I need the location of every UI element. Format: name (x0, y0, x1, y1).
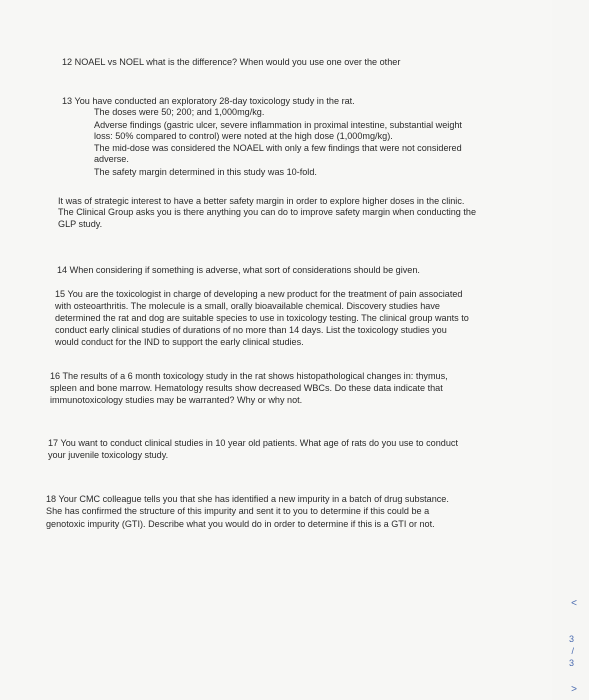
prev-page-button[interactable]: < (571, 598, 577, 609)
question-13-line-4: loss: 50% compared to control) were noted at the high dose (1,000mg/kg). (94, 131, 393, 141)
question-16-line-3: immunotoxicology studies may be warranted? Why or why not. (50, 395, 303, 405)
question-17-line-1: 17 You want to conduct clinical studies in 10 year old patients. What age of rats do you use to conduct (48, 438, 458, 448)
next-page-button[interactable]: > (571, 684, 577, 695)
question-13-line-3: Adverse findings (gastric ulcer, severe inflammation in proximal intestine, substantial weight (94, 120, 462, 130)
question-14: 14 When considering if something is adverse, what sort of considerations should be given. (57, 265, 420, 275)
question-15-line-1: 15 You are the toxicologist in charge of developing a new product for the treatment of pain associated (55, 289, 463, 299)
total-page-number: 3 (568, 658, 574, 668)
question-15-line-5: would conduct for the IND to support the early clinical studies. (55, 337, 304, 347)
question-16-line-1: 16 The results of a 6 month toxicology study in the rat shows histopathological changes in: thymus, (50, 371, 448, 381)
question-13-line-7: The safety margin determined in this study was 10-fold. (94, 167, 317, 177)
question-18-line-1: 18 Your CMC colleague tells you that she has identified a new impurity in a batch of drug substance. (46, 494, 449, 504)
question-17-line-2: your juvenile toxicology study. (48, 450, 169, 460)
question-16-line-2: spleen and bone marrow. Hematology results show decreased WBCs. Do these data indicate that (50, 383, 443, 393)
question-13-line-2: The doses were 50; 200; and 1,000mg/kg. (94, 107, 265, 117)
question-13-line-1: 13 You have conducted an exploratory 28-day toxicology study in the rat. (62, 96, 355, 106)
strategy-line-2: The Clinical Group asks you is there anything you can do to improve safety margin when conducting the (58, 207, 477, 217)
question-13-line-6: adverse. (94, 154, 129, 164)
question-15-line-2: with osteoarthritis. The molecule is a small, orally bioavailable chemical. Discovery studies have (55, 301, 440, 311)
question-13-line-5: The mid-dose was considered the NOAEL with only a few findings that were not considered (94, 143, 462, 153)
current-page-number: 3 (568, 634, 574, 644)
question-15-line-3: determined the rat and dog are suitable species to use in toxicology testing. The clinical group wants to (55, 313, 469, 323)
question-18-line-3: genotoxic impurity (GTI). Describe what you would do in order to determine if this is a GTI or not. (46, 519, 435, 529)
strategy-line-1: It was of strategic interest to have a better safety margin in order to explore higher doses in the clinic. (58, 196, 465, 206)
question-12: 12 NOAEL vs NOEL what is the difference? When would you use one over the other (62, 57, 401, 67)
page-navigator (552, 0, 589, 700)
strategy-line-3: GLP study. (58, 219, 103, 229)
page-separator: / (571, 646, 574, 656)
question-18-line-2: She has confirmed the structure of this impurity and sent it to you to determine if this could be a (46, 506, 430, 516)
question-15-line-4: conduct early clinical studies of durations of no more than 14 days. List the toxicology studies you (55, 325, 447, 335)
